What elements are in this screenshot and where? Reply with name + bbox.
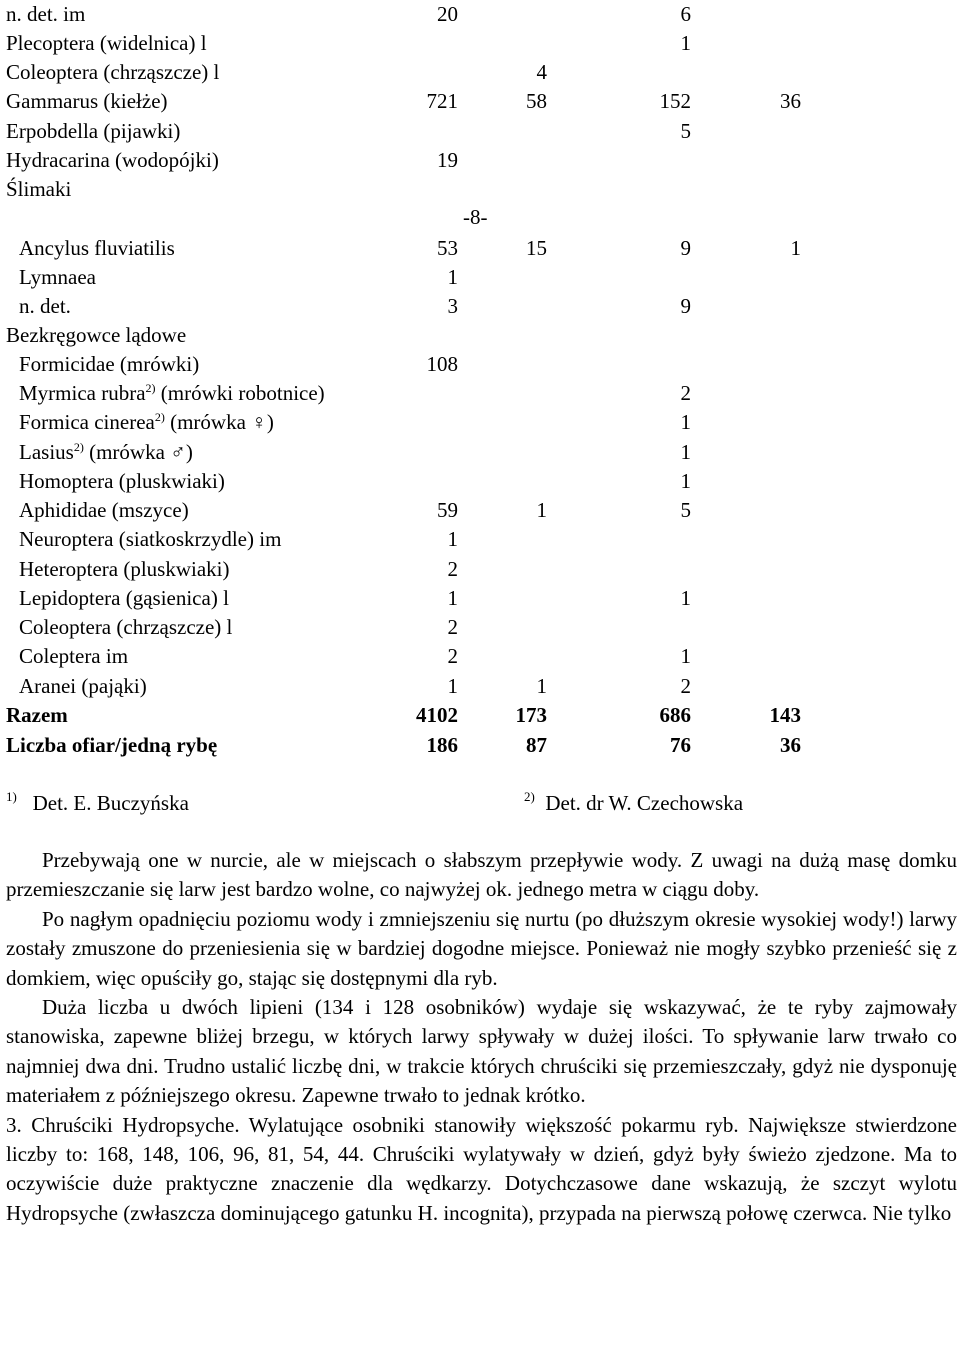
table-row: [0, 584, 960, 613]
cell-value: 3: [447, 294, 458, 318]
table-row: [0, 731, 960, 760]
cell-value: 59: [437, 498, 458, 522]
cell-value: 19: [437, 148, 458, 172]
cell-value: 1: [536, 498, 547, 522]
row-label: [6, 58, 219, 87]
row-label-text: Heteroptera (pluskwiaki): [19, 557, 230, 581]
row-label: [6, 146, 219, 175]
table-row: [0, 117, 960, 146]
table-row: [0, 672, 960, 701]
cell-value: 58: [526, 89, 547, 113]
row-label: [19, 672, 147, 701]
paragraph: Przebywają one w nurcie, ale w miejscach o słabszym przepływie wody. Z uwagi na dużą masę domku przemieszczanie się larw jest bardzo wolne, co najwyżej ok. jednego metra w ciągu doby.: [6, 848, 957, 902]
footnote-ref: 2): [145, 381, 156, 395]
cell-value: 36: [780, 733, 801, 757]
cell-value: 9: [680, 236, 691, 260]
cell-value: 1: [536, 674, 547, 698]
table-row: [0, 87, 960, 116]
cell-value: 686: [659, 703, 691, 727]
footnote-1-text: Det. E. Buczyńska: [32, 791, 189, 815]
row-label: [6, 29, 207, 58]
table-row: [0, 496, 960, 525]
cell-value: 6: [680, 2, 691, 26]
row-label-text: Lepidoptera (gąsienica) l: [19, 586, 229, 610]
row-label-text: n. det.: [19, 294, 71, 318]
paragraph: Duża liczba u dwóch lipieni (134 i 128 osobników) wydaje się wskazywać, że te ryby zajmowały stanowiska, zapewne bliżej brzegu, w których larwy spływały w dużej ilości. To spływanie larw trwało co najmniej dwa dni. Trudno ustalić liczbę dni, w trakcie których chruściki się przemieszczały, gdyż nie dysponuję materiałem z późniejszego okresu. Zapewne trwało to jednak krótko.: [6, 995, 957, 1108]
row-label-text: Gammarus (kiełże): [6, 89, 168, 113]
table-row: [0, 29, 960, 58]
table-row: [0, 0, 960, 29]
table-row: [0, 438, 960, 467]
table-row: [0, 263, 960, 292]
row-label: [6, 87, 168, 116]
table-row: [0, 408, 960, 437]
cell-value: 1: [680, 410, 691, 434]
table-row: [0, 321, 960, 350]
footnote-1-mark: 1): [6, 789, 17, 804]
cell-value: 186: [426, 733, 458, 757]
table-row: [0, 58, 960, 87]
row-label-text: Bezkręgowce lądowe: [6, 323, 187, 347]
cell-value: 4102: [416, 703, 458, 727]
footnote-2-text: Det. dr W. Czechowska: [545, 791, 744, 815]
cell-value: 721: [426, 89, 458, 113]
table-row: [0, 525, 960, 554]
footnote-ref: 2): [73, 440, 84, 454]
cell-value: 15: [526, 236, 547, 260]
table-row: [0, 555, 960, 584]
row-label: [19, 613, 232, 642]
footnote-2-mark: 2): [524, 789, 535, 804]
row-label: [6, 117, 180, 146]
cell-value: 53: [437, 236, 458, 260]
row-label-text: Aphididae (mszyce): [19, 498, 189, 522]
row-label: [19, 379, 325, 408]
table-row: [0, 350, 960, 379]
cell-value: 1: [680, 469, 691, 493]
cell-value: 1: [447, 265, 458, 289]
row-label-text: Erpobdella (pijawki): [6, 119, 181, 143]
row-label-text: Coleoptera (chrząszcze) l: [19, 615, 233, 639]
table-row: [0, 146, 960, 175]
body-text: [6, 846, 957, 1228]
row-label-text: Ślimaki: [6, 177, 72, 201]
cell-value: 9: [680, 294, 691, 318]
row-label-text: Lasius: [19, 440, 74, 464]
row-label-text: Plecoptera (widelnica) l: [6, 31, 207, 55]
cell-value: 20: [437, 2, 458, 26]
cell-value: 2: [447, 644, 458, 668]
table-row: [0, 467, 960, 496]
cell-value: 4: [536, 60, 547, 84]
row-label: [19, 525, 281, 554]
row-label-suffix: (mrówka ♀): [164, 410, 274, 434]
row-label: [6, 0, 85, 29]
row-label: [6, 175, 71, 204]
footnote-2: [524, 787, 743, 819]
row-label-text: Ancylus fluviatilis: [19, 236, 175, 260]
footnote-1: [6, 787, 189, 819]
row-label: [19, 438, 193, 467]
cell-value: 152: [659, 89, 691, 113]
row-label: [19, 467, 225, 496]
paragraph: 3. Chruściki Hydropsyche. Wylatujące osobniki stanowiły większość pokarmu ryb. Największe stwierdzone liczby to: 168, 148, 106, 96, 81, 54, 44. Chruściki wylatywały w dzień, gdyż były świeżo zjedzone. Ma to oczywiście duże praktyczne znaczenie dla wędkarzy. Dotychczasowe dane wskazują, że szczyt wylotu Hydropsyche (zwłaszcza dominującego gatunku H. incognita), przypada na pierwszą połowę czerwca. Nie tylko: [6, 1112, 957, 1225]
cell-value: 1: [790, 236, 801, 260]
footnote-ref: 2): [154, 410, 165, 424]
table-row: [0, 701, 960, 730]
row-label: [19, 350, 199, 379]
footnotes: [0, 787, 960, 819]
page-number-text: -8-: [463, 205, 488, 229]
cell-value: 143: [769, 703, 801, 727]
cell-value: 1: [680, 644, 691, 668]
row-label-text: Razem: [6, 703, 68, 727]
row-label: [19, 642, 128, 671]
cell-value: 173: [515, 703, 547, 727]
cell-value: 2: [680, 674, 691, 698]
cell-value: 2: [680, 381, 691, 405]
cell-value: 1: [447, 527, 458, 551]
cell-value: 2: [447, 557, 458, 581]
row-label-text: Liczba ofiar/jedną rybę: [6, 733, 218, 757]
row-label: [6, 701, 68, 730]
table-row: [0, 234, 960, 263]
table-row: [0, 613, 960, 642]
row-label-text: Coleoptera (chrząszcze) l: [6, 60, 220, 84]
row-label: [19, 234, 175, 263]
cell-value: 1: [447, 586, 458, 610]
table-row: [0, 642, 960, 671]
row-label-text: Aranei (pająki): [19, 674, 147, 698]
cell-value: 5: [680, 119, 691, 143]
row-label: [19, 408, 274, 437]
row-label-text: Lymnaea: [19, 265, 96, 289]
row-label: [19, 584, 229, 613]
row-label-suffix: (mrówka ♂): [83, 440, 193, 464]
row-label-suffix: (mrówki robotnice): [155, 381, 325, 405]
row-label-text: Formica cinerea: [19, 410, 155, 434]
paragraph: Po nagłym opadnięciu poziomu wody i zmniejszeniu się nurtu (po dłuższym okresie wysokiej wody!) larwy zostały zmuszone do przeniesienia się w bardziej dogodne miejsce. Ponieważ nie mogły szybko przenieść się z domkiem, więc opuściły go, stając się dostępnymi dla ryb.: [6, 906, 957, 990]
table-row: [0, 175, 960, 204]
row-label-text: Homoptera (pluskwiaki): [19, 469, 225, 493]
cell-value: 36: [780, 89, 801, 113]
table-row: [0, 292, 960, 321]
row-label: [6, 731, 217, 760]
cell-value: 5: [680, 498, 691, 522]
row-label-text: Hydracarina (wodopójki): [6, 148, 219, 172]
cell-value: 2: [447, 615, 458, 639]
cell-value: 1: [447, 674, 458, 698]
cell-value: 1: [680, 31, 691, 55]
row-label: [19, 496, 189, 525]
row-label-text: Coleptera im: [19, 644, 129, 668]
cell-value: 87: [526, 733, 547, 757]
row-label-text: Formicidae (mrówki): [19, 352, 200, 376]
row-label-text: Neuroptera (siatkoskrzydle) im: [19, 527, 282, 551]
cell-value: 108: [426, 352, 458, 376]
cell-value: 1: [680, 440, 691, 464]
row-label-text: n. det. im: [6, 2, 86, 26]
row-label: [19, 292, 71, 321]
cell-value: 76: [670, 733, 691, 757]
row-label: [6, 321, 186, 350]
row-label: [19, 263, 96, 292]
cell-value: 1: [680, 586, 691, 610]
table-row: [0, 379, 960, 408]
row-label: [19, 555, 230, 584]
row-label-text: Myrmica rubra: [19, 381, 146, 405]
